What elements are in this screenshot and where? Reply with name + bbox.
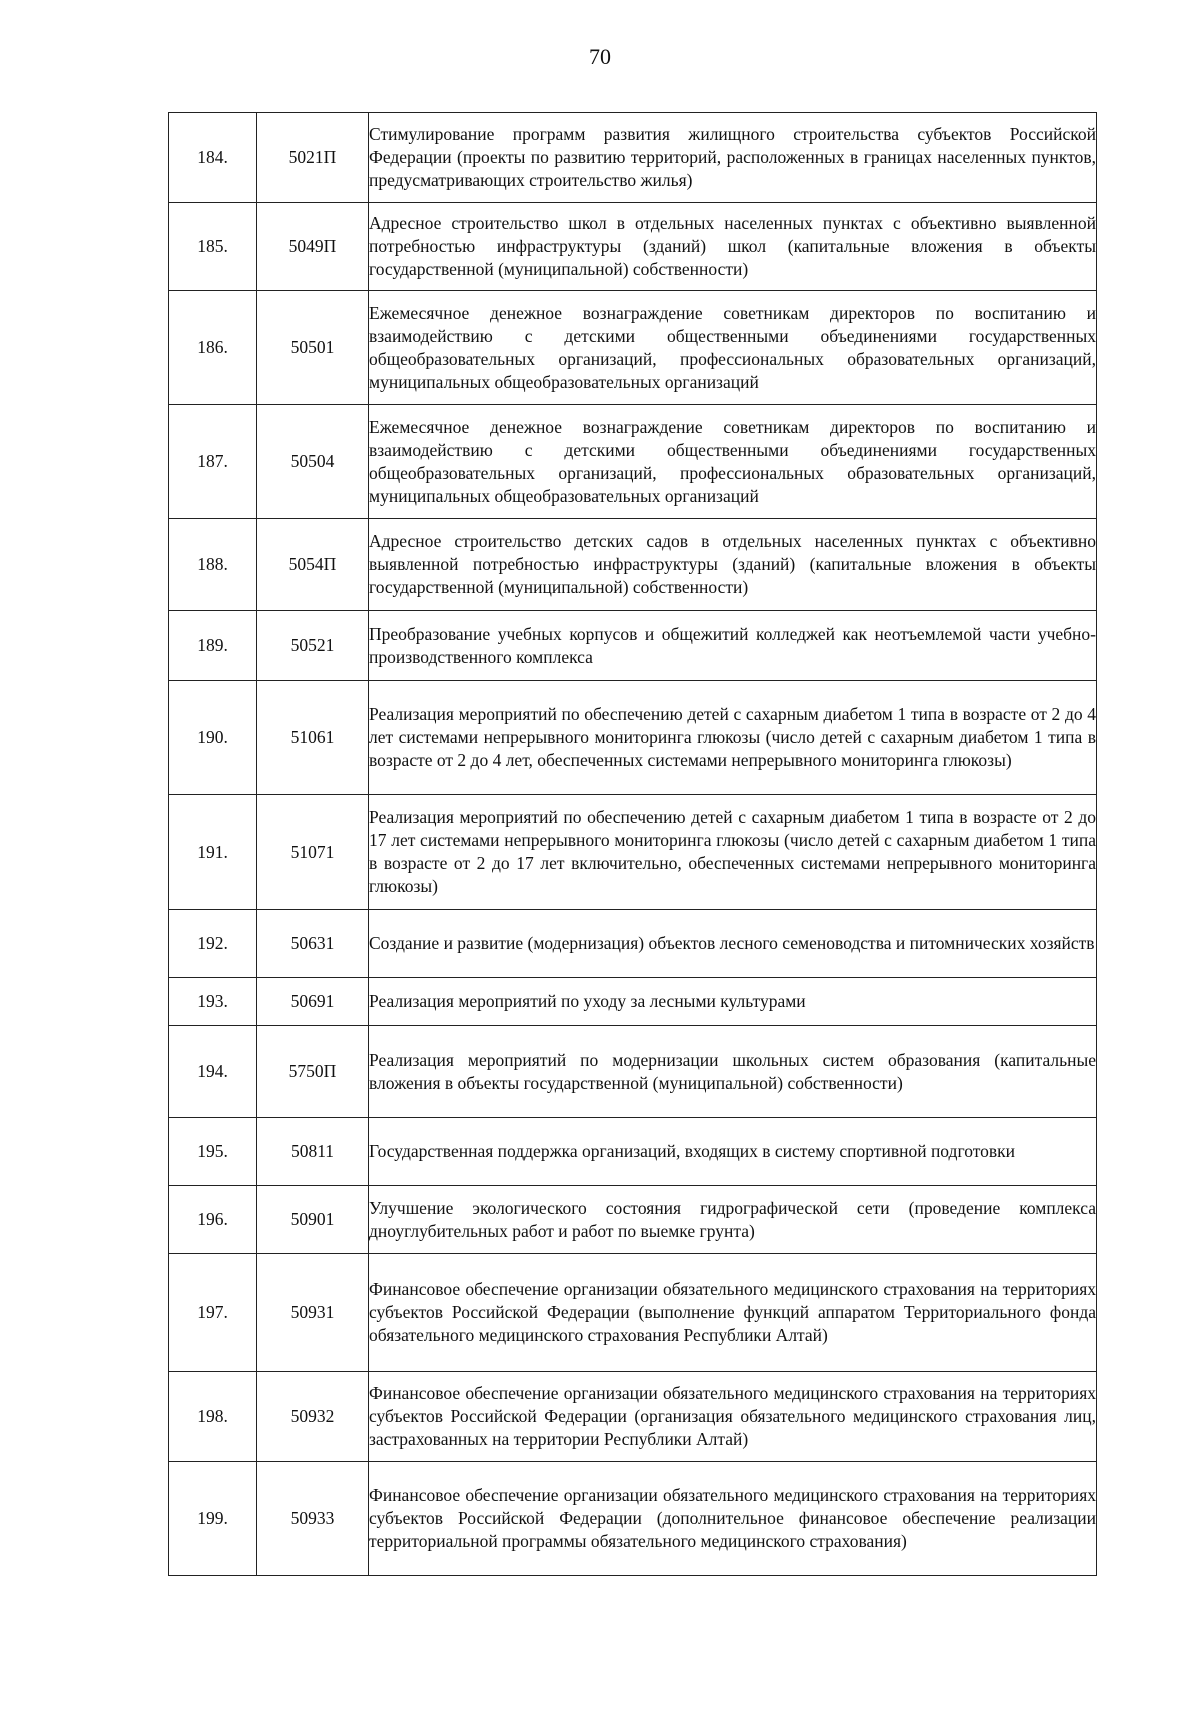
table-row — [169, 1462, 1097, 1576]
row-code: 50631 — [257, 910, 369, 978]
row-code: 5049П — [257, 203, 369, 291]
row-code: 5021П — [257, 113, 369, 203]
row-code: 50931 — [257, 1254, 369, 1372]
row-code: 50691 — [257, 978, 369, 1026]
row-description: Адресное строительство детских садов в отдельных населенных пунктах с объективно выявленной потребностью инфраструктуры (зданий) (капитальные вложения в объекты государственной (муниципальной) собственности) — [369, 519, 1097, 611]
row-description: Стимулирование программ развития жилищного строительства субъектов Российской Федерации (проекты по развитию территорий, расположенных в границах населенных пунктов, предусматривающих строительство жилья) — [369, 113, 1097, 203]
row-code: 51061 — [257, 681, 369, 795]
row-description: Создание и развитие (модернизация) объектов лесного семеноводства и питомнических хозяйств — [369, 910, 1097, 978]
row-number: 187. — [169, 405, 257, 519]
row-code: 5750П — [257, 1026, 369, 1118]
row-code: 50501 — [257, 291, 369, 405]
row-number: 191. — [169, 795, 257, 910]
budget-table — [168, 112, 1097, 1576]
table-row — [169, 681, 1097, 795]
table-row — [169, 1118, 1097, 1186]
table-row — [169, 405, 1097, 519]
table-row — [169, 1026, 1097, 1118]
table-row — [169, 113, 1097, 203]
row-number: 197. — [169, 1254, 257, 1372]
row-code: 50504 — [257, 405, 369, 519]
table-row — [169, 795, 1097, 910]
row-number: 192. — [169, 910, 257, 978]
row-description: Финансовое обеспечение организации обязательного медицинского страхования на территориях субъектов Российской Федерации (дополнительное финансовое обеспечение реализации территориальной программы обязательного медицинского страхования) — [369, 1462, 1097, 1576]
row-number: 195. — [169, 1118, 257, 1186]
row-number: 190. — [169, 681, 257, 795]
row-description: Улучшение экологического состояния гидрографической сети (проведение комплекса дноуглубительных работ и работ по выемке грунта) — [369, 1186, 1097, 1254]
row-code: 50901 — [257, 1186, 369, 1254]
table-row — [169, 291, 1097, 405]
table-row — [169, 978, 1097, 1026]
table-row — [169, 611, 1097, 681]
row-number: 196. — [169, 1186, 257, 1254]
row-code: 5054П — [257, 519, 369, 611]
table-row — [169, 1254, 1097, 1372]
row-description: Реализация мероприятий по уходу за лесными культурами — [369, 978, 1097, 1026]
row-number: 185. — [169, 203, 257, 291]
row-description: Ежемесячное денежное вознаграждение советникам директоров по воспитанию и взаимодействию с детскими общественными объединениями государственных общеобразовательных организаций, профессиональных образовательных организаций, муниципальных общеобразовательных организаций — [369, 405, 1097, 519]
table-row — [169, 1186, 1097, 1254]
row-number: 193. — [169, 978, 257, 1026]
row-number: 188. — [169, 519, 257, 611]
table-row — [169, 519, 1097, 611]
page-number: 70 — [589, 44, 611, 69]
row-code: 50521 — [257, 611, 369, 681]
row-description: Финансовое обеспечение организации обязательного медицинского страхования на территориях субъектов Российской Федерации (выполнение функций аппаратом Территориального фонда обязательного медицинского страхования Республики Алтай) — [369, 1254, 1097, 1372]
row-number: 189. — [169, 611, 257, 681]
row-code: 50811 — [257, 1118, 369, 1186]
row-number: 198. — [169, 1372, 257, 1462]
row-description: Реализация мероприятий по модернизации школьных систем образования (капитальные вложения в объекты государственной (муниципальной) собственности) — [369, 1026, 1097, 1118]
row-description: Адресное строительство школ в отдельных населенных пунктах с объективно выявленной потребностью инфраструктуры (зданий) школ (капитальные вложения в объекты государственной (муниципальной) собственности) — [369, 203, 1097, 291]
row-code: 50932 — [257, 1372, 369, 1462]
row-code: 50933 — [257, 1462, 369, 1576]
row-description: Реализация мероприятий по обеспечению детей с сахарным диабетом 1 типа в возрасте от 2 до 17 лет системами непрерывного мониторинга глюкозы (число детей с сахарным диабетом 1 типа в возрасте от 2 до 17 лет включительно, обеспеченных системами непрерывного мониторинга глюкозы) — [369, 795, 1097, 910]
table-row — [169, 910, 1097, 978]
row-description: Финансовое обеспечение организации обязательного медицинского страхования на территориях субъектов Российской Федерации (организация обязательного медицинского страхования лиц, застрахованных на территории Республики Алтай) — [369, 1372, 1097, 1462]
row-code: 51071 — [257, 795, 369, 910]
row-number: 194. — [169, 1026, 257, 1118]
row-description: Ежемесячное денежное вознаграждение советникам директоров по воспитанию и взаимодействию с детскими общественными объединениями государственных общеобразовательных организаций, профессиональных образовательных организаций, муниципальных общеобразовательных организаций — [369, 291, 1097, 405]
table-body — [169, 113, 1097, 1576]
row-description: Государственная поддержка организаций, входящих в систему спортивной подготовки — [369, 1118, 1097, 1186]
row-number: 184. — [169, 113, 257, 203]
table-row — [169, 1372, 1097, 1462]
row-description: Преобразование учебных корпусов и общежитий колледжей как неотъемлемой части учебно-производственного комплекса — [369, 611, 1097, 681]
table-row — [169, 203, 1097, 291]
row-number: 199. — [169, 1462, 257, 1576]
row-number: 186. — [169, 291, 257, 405]
row-description: Реализация мероприятий по обеспечению детей с сахарным диабетом 1 типа в возрасте от 2 до 4 лет системами непрерывного мониторинга глюкозы (число детей с сахарным диабетом 1 типа в возрасте от 2 до 4 лет, обеспеченных системами непрерывного мониторинга глюкозы) — [369, 681, 1097, 795]
